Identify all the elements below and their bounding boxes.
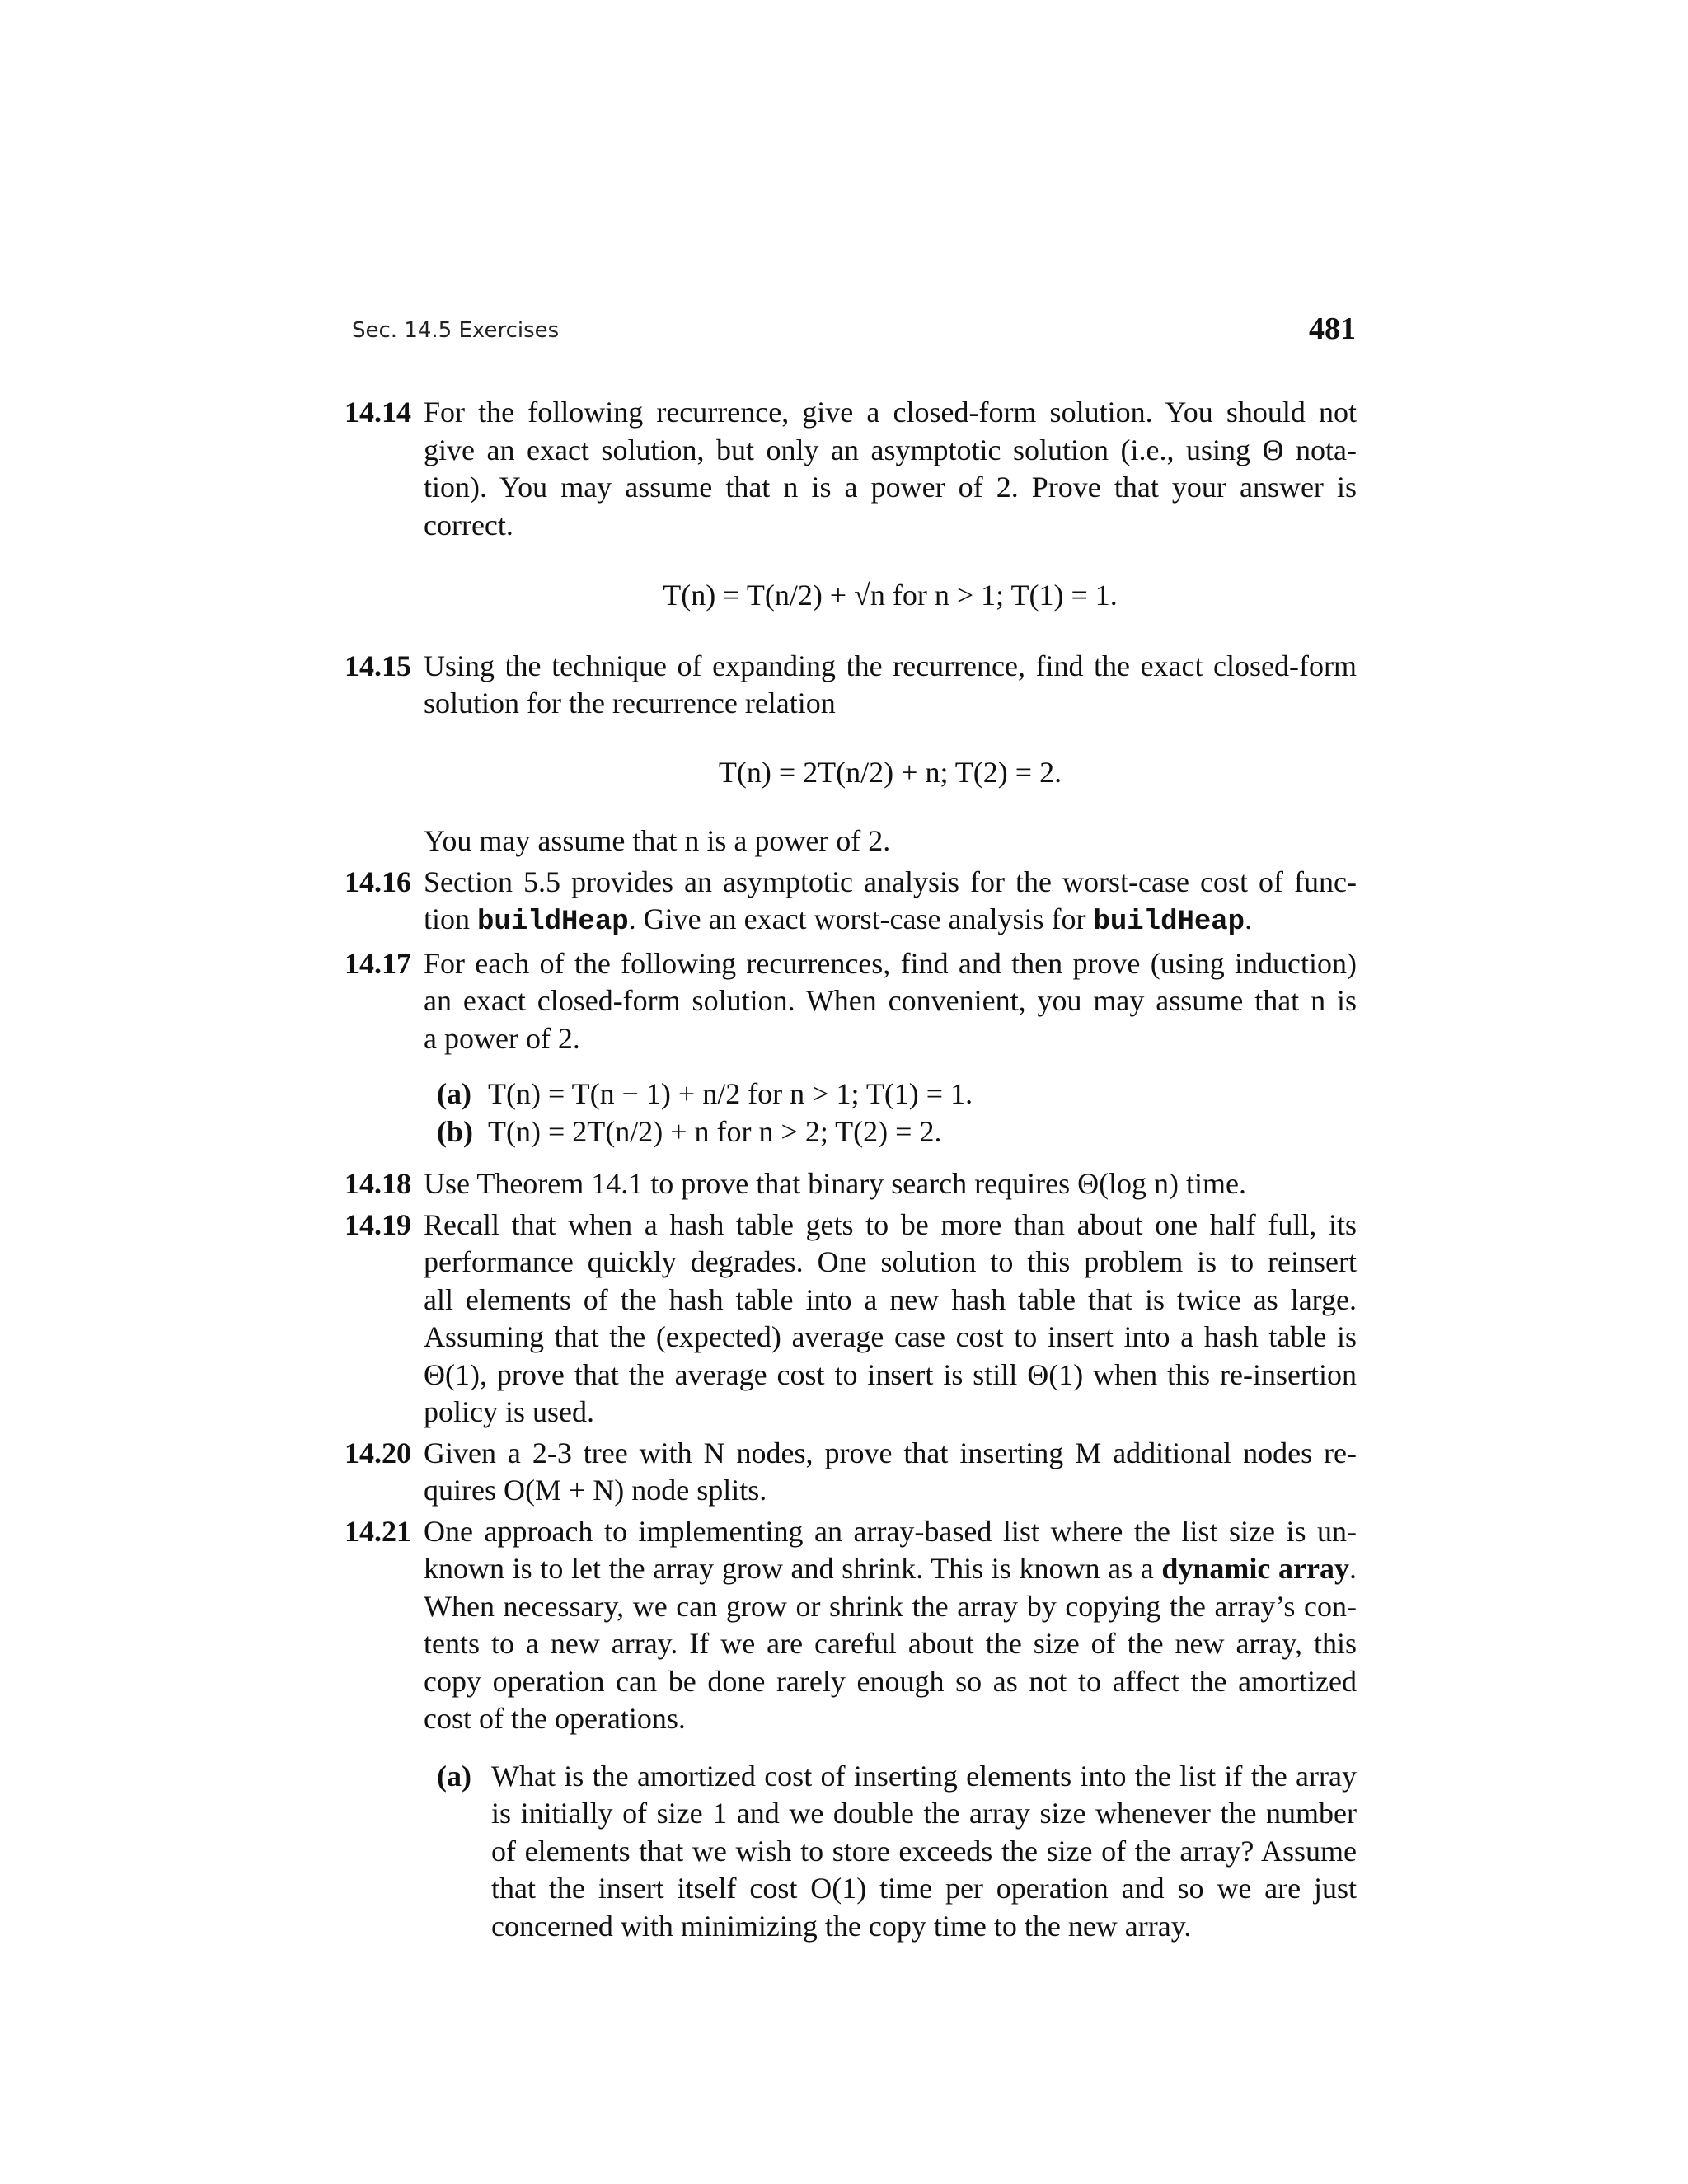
exercise-14-19 bbox=[345, 1207, 1357, 1432]
exercise-14-21 bbox=[345, 1513, 1357, 1946]
sub-item-text: T(n) = T(n − 1) + n/2 for n > 1; T(1) = 1. bbox=[488, 1077, 973, 1110]
text-line: cost of the operations. bbox=[424, 1702, 686, 1735]
text-fragment: . bbox=[1349, 1552, 1357, 1585]
exercise-number: 14.19 bbox=[345, 1207, 411, 1241]
text-line: When necessary, we can grow or shrink the array by copying the array’s con- bbox=[424, 1589, 1357, 1623]
exercise-text bbox=[424, 1165, 1357, 1203]
sub-item-b bbox=[437, 1113, 1357, 1151]
exercise-text bbox=[424, 864, 1357, 942]
text-line: Using the technique of expanding the recurrence, find the exact closed-form bbox=[424, 649, 1357, 682]
exercise-number: 14.18 bbox=[345, 1167, 411, 1200]
exercise-text bbox=[424, 394, 1357, 544]
text-line: give an exact solution, but only an asymptotic solution (i.e., using Θ nota- bbox=[424, 433, 1357, 466]
exercise-text bbox=[424, 1435, 1357, 1510]
exercise-14-16 bbox=[345, 864, 1357, 942]
text-line: of elements that we wish to store exceeds the size of the array? Assume bbox=[491, 1834, 1357, 1868]
exercise-text bbox=[424, 945, 1357, 1058]
text-fragment: . Give an exact worst-case analysis for bbox=[628, 902, 1094, 935]
text-line: Θ(1), prove that the average cost to insert is still Θ(1) when this re-insertion bbox=[424, 1357, 1357, 1391]
sub-item-label: (a) bbox=[437, 1077, 471, 1110]
sub-item-text bbox=[491, 1758, 1357, 1946]
exercise-list bbox=[345, 394, 1357, 1960]
text-line: tents to a new array. If we are careful about the size of the new array, this bbox=[424, 1627, 1357, 1660]
exercise-number: 14.14 bbox=[345, 396, 411, 429]
display-equation: T(n) = 2T(n/2) + n; T(2) = 2. bbox=[718, 755, 1062, 789]
text-line: that the insert itself cost O(1) time per operation and so we are just bbox=[491, 1872, 1357, 1905]
text-line: For the following recurrence, give a closed-form solution. You should not bbox=[424, 396, 1357, 429]
text-line: Use Theorem 14.1 to prove that binary search requires Θ(log n) time. bbox=[424, 1167, 1247, 1200]
term-dynamic-array: dynamic array bbox=[1161, 1552, 1349, 1585]
text-line: concerned with minimizing the copy time to the new array. bbox=[491, 1909, 1192, 1943]
text-fragment: tion bbox=[424, 902, 478, 935]
text-line: Assuming that the (expected) average case cost to insert into a hash table is bbox=[424, 1320, 1357, 1353]
text-fragment: known is to let the array grow and shrink. This is known as a bbox=[424, 1552, 1162, 1585]
text-line: all elements of the hash table into a new hash table that is twice as large. bbox=[424, 1282, 1357, 1316]
exercise-14-14 bbox=[345, 394, 1357, 615]
text-line: solution for the recurrence relation bbox=[424, 687, 836, 719]
sub-item-a bbox=[437, 1758, 1357, 1946]
text-line: For each of the following recurrences, find and then prove (using induction) bbox=[424, 946, 1357, 980]
text-line: Section 5.5 provides an asymptotic analysis for the worst-case cost of func- bbox=[424, 865, 1357, 898]
sub-items bbox=[437, 1758, 1357, 1946]
text-line: policy is used. bbox=[424, 1395, 594, 1428]
exercise-number: 14.20 bbox=[345, 1436, 411, 1469]
text-line: correct. bbox=[424, 508, 513, 541]
exercise-14-15 bbox=[345, 648, 1357, 860]
exercise-14-17 bbox=[345, 945, 1357, 1151]
sub-item-label: (a) bbox=[437, 1759, 471, 1793]
running-head: Sec. 14.5 Exercises bbox=[352, 318, 560, 343]
text-line: You may assume that n is a power of 2. bbox=[424, 824, 891, 857]
display-equation: T(n) = T(n/2) + √n for n > 1; T(1) = 1. bbox=[663, 579, 1118, 612]
exercise-number: 14.15 bbox=[345, 649, 411, 682]
exercise-number: 14.17 bbox=[345, 946, 411, 980]
exercise-14-18 bbox=[345, 1165, 1357, 1203]
text-fragment: . bbox=[1245, 902, 1253, 935]
exercise-text bbox=[424, 1207, 1357, 1432]
text-line: Given a 2-3 tree with N nodes, prove that inserting M additional nodes re- bbox=[424, 1436, 1357, 1469]
text-line: is initially of size 1 and we double the array size whenever the number bbox=[491, 1797, 1357, 1830]
exercise-text bbox=[424, 648, 1357, 723]
text-line: quires O(M + N) node splits. bbox=[424, 1474, 767, 1507]
text-line bbox=[424, 901, 1357, 942]
text-line: tion). You may assume that n is a power of 2. Prove that your answer is bbox=[424, 471, 1357, 504]
text-line: What is the amortized cost of inserting elements into the list if the array bbox=[491, 1759, 1357, 1793]
text-line: an exact closed-form solution. When convenient, you may assume that n is bbox=[424, 984, 1357, 1017]
text-line: performance quickly degrades. One solution to this problem is to reinsert bbox=[424, 1245, 1357, 1278]
sub-item-label: (b) bbox=[437, 1114, 473, 1148]
exercise-text bbox=[424, 1513, 1357, 1738]
sub-item-a bbox=[437, 1076, 1357, 1113]
text-line: One approach to implementing an array-based list where the list size is un- bbox=[424, 1514, 1357, 1548]
page-number: 481 bbox=[1309, 312, 1356, 346]
text-line bbox=[424, 1550, 1357, 1588]
text-line: copy operation can be done rarely enough so as not to affect the amortized bbox=[424, 1664, 1357, 1698]
code-buildheap: buildHeap bbox=[1093, 907, 1245, 938]
code-buildheap: buildHeap bbox=[477, 907, 629, 938]
sub-items bbox=[437, 1076, 1357, 1151]
exercise-number: 14.16 bbox=[345, 865, 411, 898]
exercise-number: 14.21 bbox=[345, 1514, 411, 1548]
text-line: Recall that when a hash table gets to be more than about one half full, its bbox=[424, 1207, 1357, 1241]
sub-item-text: T(n) = 2T(n/2) + n for n > 2; T(2) = 2. bbox=[488, 1114, 942, 1148]
exercise-14-20 bbox=[345, 1435, 1357, 1510]
text-line: a power of 2. bbox=[424, 1021, 580, 1055]
exercise-text-after bbox=[424, 823, 1357, 860]
